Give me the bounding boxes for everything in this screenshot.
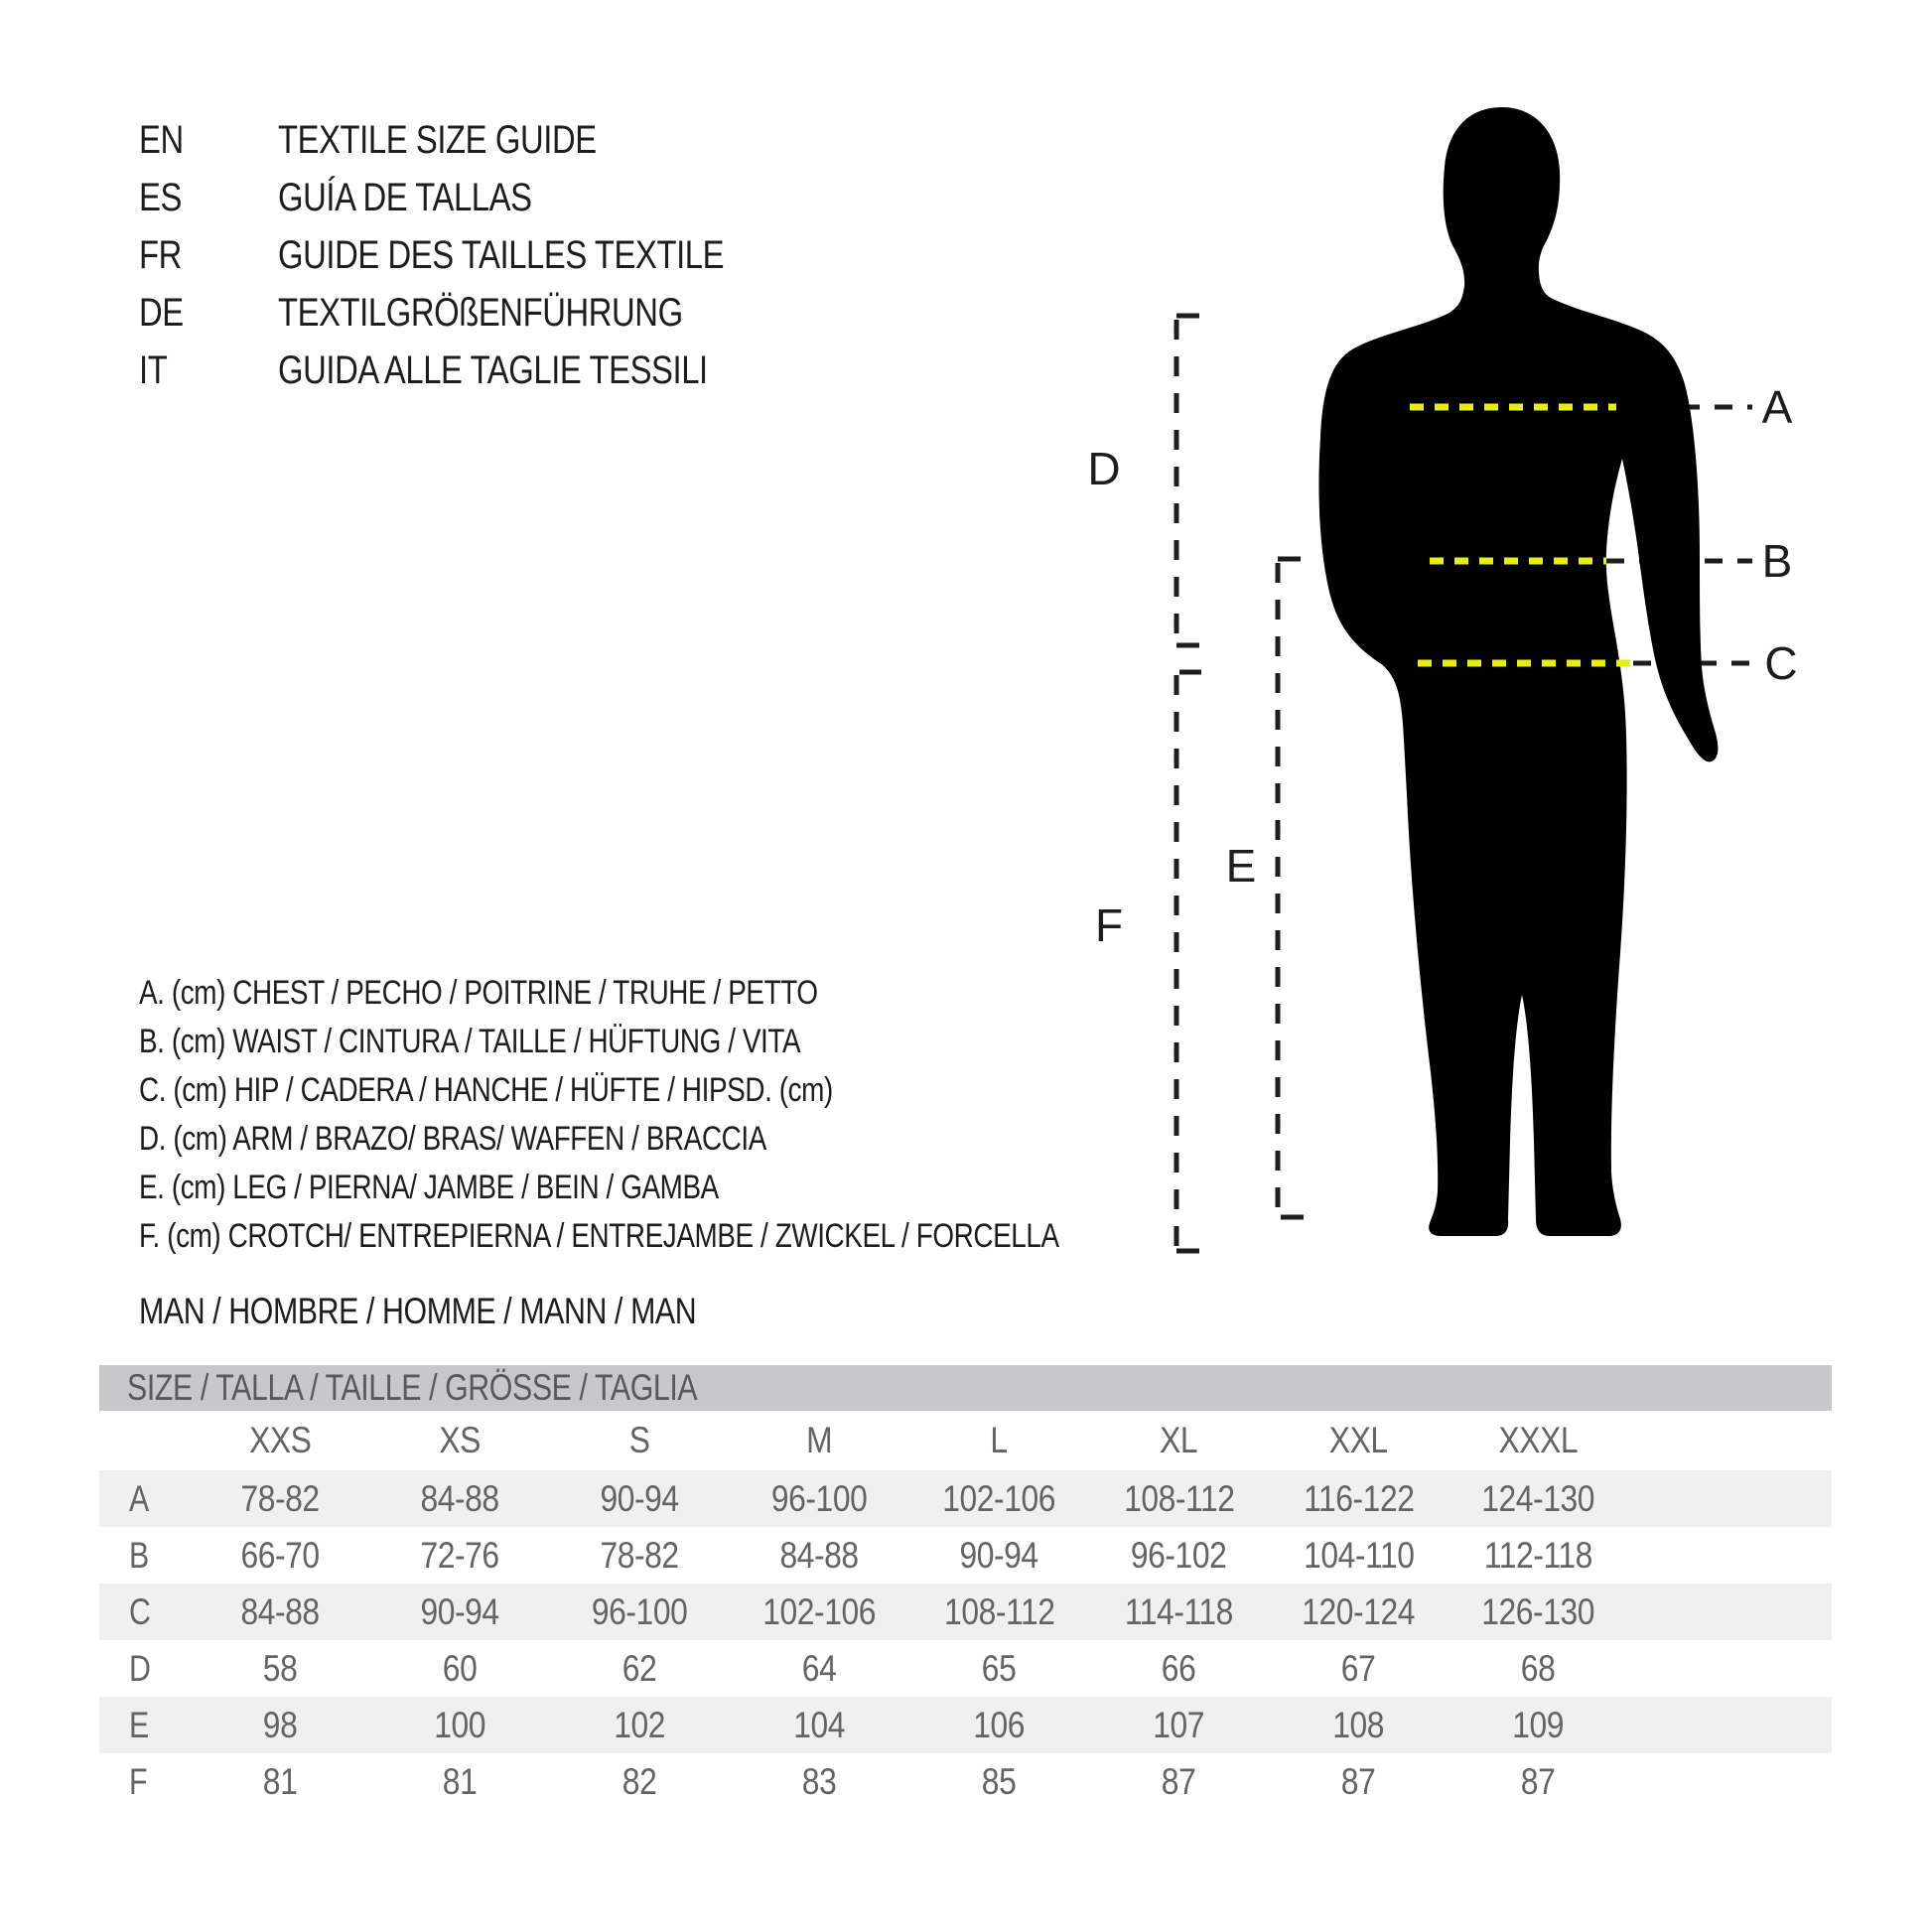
legend-text: D. (cm) ARM / BRAZO/ BRAS/ WAFFEN / BRACCIA: [139, 1120, 766, 1158]
cell: 66-70: [240, 1534, 321, 1576]
language-code: DE: [139, 290, 184, 335]
size-col-xxs: XXS: [249, 1420, 312, 1460]
table-row-f: [99, 1753, 1832, 1810]
category-text: MAN / HOMBRE / HOMME / MANN / MAN: [139, 1290, 697, 1331]
cell: 124-130: [1481, 1477, 1595, 1519]
table-row-b: [99, 1527, 1832, 1584]
size-table-header-text: SIZE / TALLA / TAILLE / GRÖSSE / TAGLIA: [127, 1367, 698, 1408]
cell: 104-110: [1303, 1534, 1415, 1576]
cell: 72-76: [420, 1534, 500, 1576]
row-label: C: [129, 1590, 151, 1632]
cell: 100: [434, 1704, 486, 1745]
guide-title-it: GUIDA ALLE TAGLIE TESSILI: [278, 347, 708, 392]
cell: 84-88: [240, 1590, 321, 1632]
cell: 84-88: [420, 1477, 500, 1519]
label-leg-e: E: [1225, 840, 1257, 892]
row-label: D: [129, 1647, 151, 1689]
cell: 106: [973, 1704, 1026, 1745]
cell: 81: [443, 1760, 478, 1802]
cell: 64: [802, 1647, 837, 1689]
table-row-a: [99, 1470, 1832, 1527]
size-col-xxl: XXL: [1329, 1420, 1388, 1460]
cell: 67: [1341, 1647, 1376, 1689]
cell: 85: [982, 1760, 1017, 1802]
size-col-m: M: [806, 1420, 833, 1460]
cell: 62: [622, 1647, 657, 1689]
legend-row-leg: [139, 1164, 1261, 1212]
guide-title-fr: GUIDE DES TAILLES TEXTILE: [278, 232, 725, 277]
legend-row-crotch: [139, 1212, 1261, 1261]
cell: 82: [622, 1760, 657, 1802]
label-hip-c: C: [1764, 637, 1798, 689]
cell: 104: [793, 1704, 846, 1745]
legend-row-hip: [139, 1066, 1261, 1115]
cell: 102-106: [762, 1590, 877, 1632]
guide-title-es: GUÍA DE TALLAS: [278, 175, 532, 219]
cell: 96-100: [592, 1590, 688, 1632]
size-names-row: [99, 1411, 1832, 1470]
cell: 90-94: [420, 1590, 500, 1632]
cell: 81: [263, 1760, 298, 1802]
cell: 120-124: [1302, 1590, 1416, 1632]
row-label: E: [129, 1704, 149, 1745]
man-silhouette: [1318, 107, 1718, 1236]
cell: 66: [1162, 1647, 1196, 1689]
row-label: F: [129, 1760, 148, 1802]
measurement-legend: [139, 969, 1261, 1261]
cell: 87: [1162, 1760, 1196, 1802]
row-label: A: [129, 1477, 149, 1519]
guide-title-en: TEXTILE SIZE GUIDE: [278, 117, 597, 162]
cell: 87: [1341, 1760, 1376, 1802]
legend-text: A. (cm) CHEST / PECHO / POITRINE / TRUHE / PETTO: [139, 974, 818, 1012]
language-code: FR: [139, 232, 182, 277]
size-col-xl: XL: [1160, 1420, 1198, 1460]
table-row-e: [99, 1697, 1832, 1753]
guide-title-de: TEXTILGRÖßENFÜHRUNG: [278, 290, 683, 335]
cell: 87: [1521, 1760, 1556, 1802]
size-table-header-bar: [99, 1365, 1832, 1411]
cell: 84-88: [779, 1534, 860, 1576]
cell: 112-118: [1483, 1534, 1593, 1576]
cell: 90-94: [959, 1534, 1039, 1576]
cell: 116-122: [1303, 1477, 1415, 1519]
cell: 78-82: [600, 1534, 680, 1576]
category-line: [139, 1287, 818, 1335]
language-code: EN: [139, 117, 184, 162]
table-row-c: [99, 1584, 1832, 1640]
language-code: ES: [139, 175, 182, 219]
cell: 96-100: [771, 1477, 868, 1519]
cell: 78-82: [240, 1477, 321, 1519]
cell: 108: [1332, 1704, 1385, 1745]
cell: 83: [802, 1760, 837, 1802]
label-waist-b: B: [1761, 535, 1793, 587]
cell: 90-94: [600, 1477, 680, 1519]
cell: 58: [263, 1647, 298, 1689]
cell: 60: [443, 1647, 478, 1689]
cell: 102: [614, 1704, 666, 1745]
label-chest-a: A: [1761, 381, 1793, 433]
size-col-xxxl: XXXL: [1498, 1420, 1579, 1460]
size-table: [99, 1365, 1832, 1810]
legend-row-waist: [139, 1018, 1261, 1066]
cell: 96-102: [1131, 1534, 1227, 1576]
label-arm-d: D: [1087, 443, 1121, 494]
legend-text: C. (cm) HIP / CADERA / HANCHE / HÜFTE / HIPSD. (cm): [139, 1071, 833, 1109]
cell: 107: [1153, 1704, 1205, 1745]
cell: 109: [1512, 1704, 1565, 1745]
cell: 126-130: [1481, 1590, 1595, 1632]
cell: 108-112: [943, 1590, 1055, 1632]
size-col-xs: XS: [439, 1420, 482, 1460]
legend-text: F. (cm) CROTCH/ ENTREPIERNA / ENTREJAMBE / ZWICKEL / FORCELLA: [139, 1217, 1059, 1255]
cell: 108-112: [1123, 1477, 1235, 1519]
cell: 68: [1521, 1647, 1556, 1689]
table-row-d: [99, 1640, 1832, 1697]
row-label: B: [129, 1534, 149, 1576]
language-code: IT: [139, 347, 168, 392]
size-col-s: S: [629, 1420, 650, 1460]
cell: 114-118: [1124, 1590, 1234, 1632]
label-crotch-f: F: [1094, 899, 1124, 951]
cell: 102-106: [942, 1477, 1056, 1519]
cell: 98: [263, 1704, 298, 1745]
legend-row-chest: [139, 969, 1261, 1018]
size-col-l: L: [990, 1420, 1009, 1460]
legend-text: E. (cm) LEG / PIERNA/ JAMBE / BEIN / GAMBA: [139, 1169, 719, 1206]
legend-text: B. (cm) WAIST / CINTURA / TAILLE / HÜFTUNG / VITA: [139, 1023, 801, 1060]
cell: 65: [982, 1647, 1017, 1689]
legend-row-arm: [139, 1115, 1261, 1164]
